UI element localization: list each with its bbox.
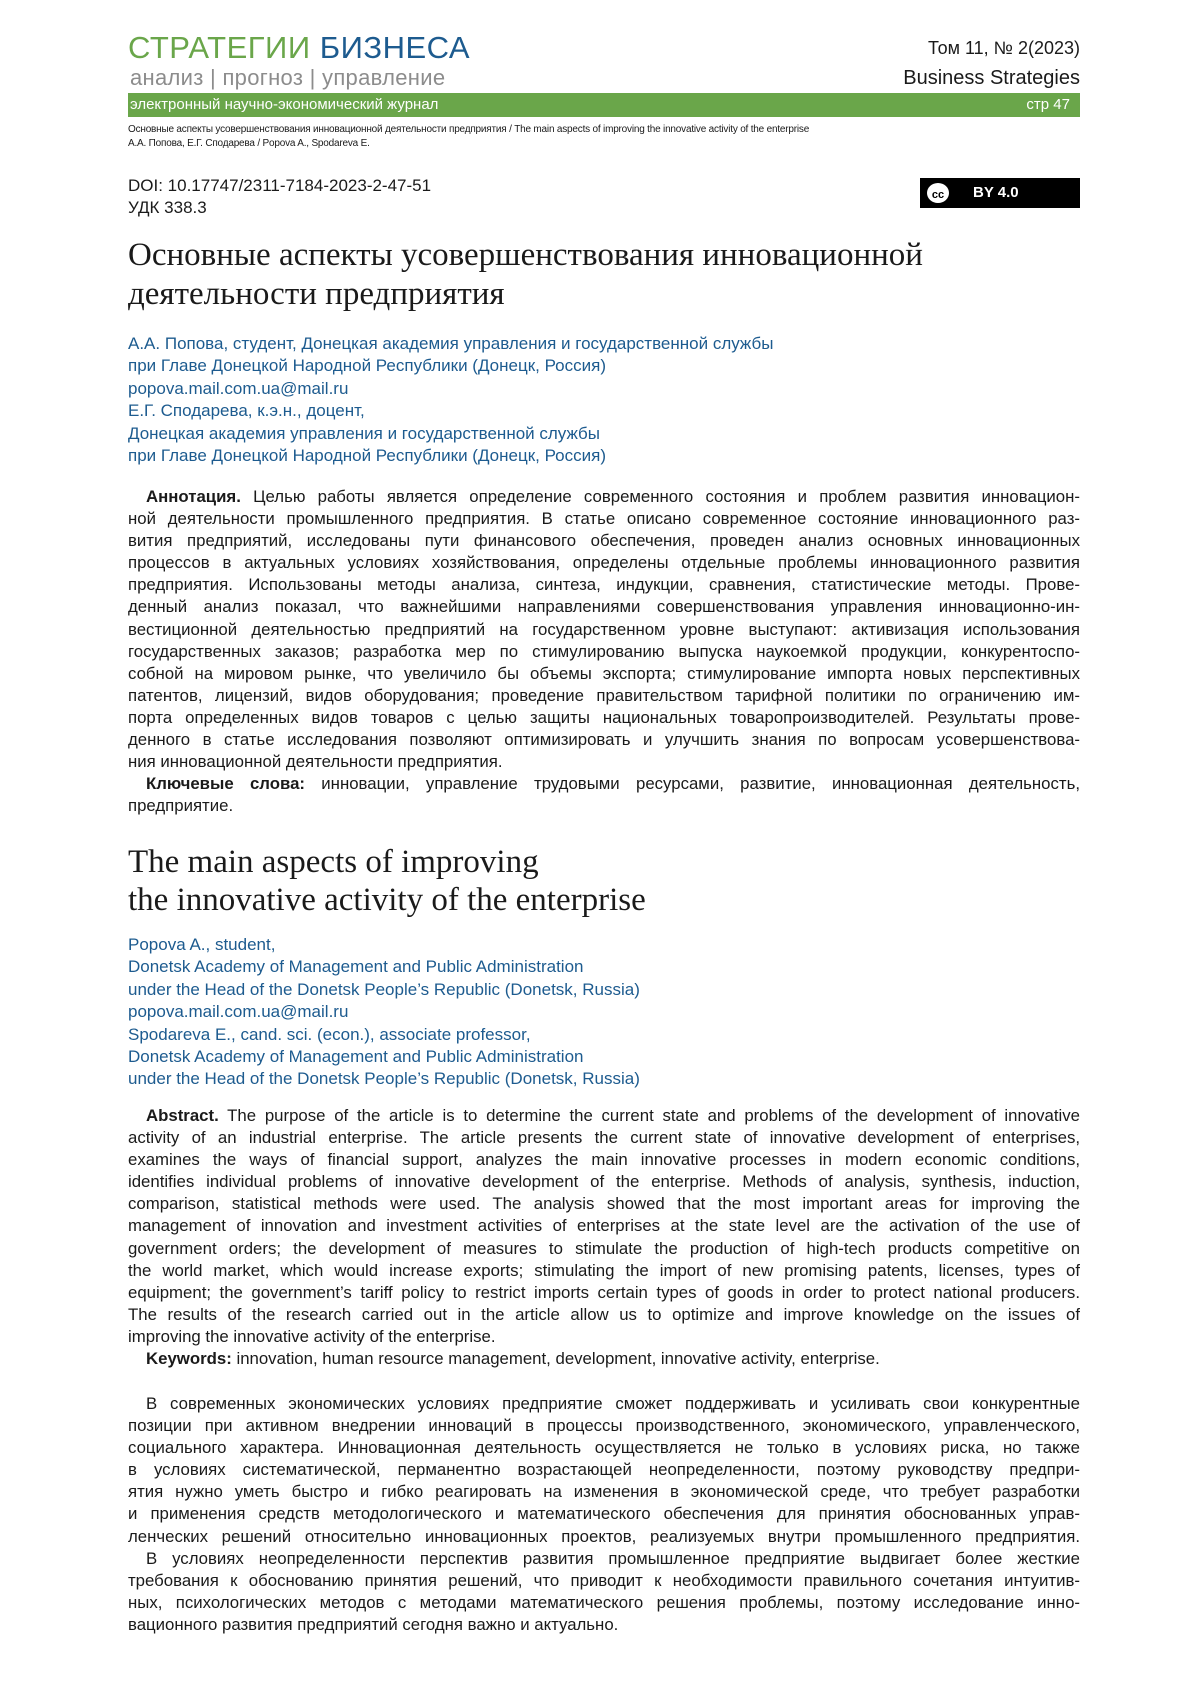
abstract-line: Аннотация. Целью работы является определение современного состояния и проблем развития инновацион- <box>146 487 1080 506</box>
body-text <box>128 1393 1080 1636</box>
abstract-en <box>128 1105 1080 1370</box>
body-line: и применения средств методологического и математического обеспечения для принятия обоснованных управ- <box>128 1504 1080 1524</box>
abstract-line: identifies individual problems of innovative development of the enterprise. Methods of analysis, synthesis, induction, <box>128 1172 1080 1192</box>
license-label: BY 4.0 <box>973 184 1019 201</box>
author-line: Е.Г. Сподарева, к.э.н., доцент, <box>128 401 365 421</box>
title-en-line: the innovative activity of the enterprise <box>128 882 646 918</box>
body-line: В условиях неопределенности перспектив развития промышленное предприятие выдвигает более жесткие <box>146 1548 1080 1568</box>
abstract-line: вития предприятий, исследованы пути финансового обеспечения, проведен анализ основных инновационных <box>128 531 1080 551</box>
abstract-label: Abstract. <box>146 1106 219 1125</box>
body-line: позиции при активном внедрении инноваций в процессы производственного, экономического, управленческого, <box>128 1416 1080 1436</box>
abstract-line: процессов в актуальных условиях хозяйствования, определены отдельные проблемы инновационного развития <box>128 553 1080 573</box>
keywords-line: предприятие. <box>128 796 234 816</box>
body-line: в условиях систематической, перманентно возрастающей неопределенности, поэтому руководству предпри- <box>128 1460 1080 1480</box>
authors-ru <box>128 333 773 467</box>
abstract-line: порта определенных видов товаров с целью защиты национальных товаропроизводителей. Результаты прове- <box>128 707 1080 727</box>
journal-banner <box>128 93 1080 117</box>
logo-word-business: БИЗНЕСА <box>319 30 471 65</box>
author-line: А.А. Попова, студент, Донецкая академия управления и государственной службы <box>128 334 774 353</box>
author-line: при Главе Донецкой Народной Республики (Донецк, Россия) <box>128 356 606 376</box>
journal-name-en: Business Strategies <box>903 67 1080 89</box>
author-line: Popova A., student, <box>128 935 276 954</box>
author-line: under the Head of the Donetsk People’s Republic (Donetsk, Russia) <box>128 979 640 999</box>
cc-icon: cc <box>925 181 951 205</box>
doi[interactable]: DOI: 10.17747/2311-7184-2023-2-47-51 <box>128 176 432 195</box>
abstract-line: предприятия. Использованы методы анализа, синтеза, индукции, сравнения, статистические методы. Прове- <box>128 575 1080 595</box>
abstract-line: equipment; the government’s tariff policy to restrict imports certain types of goods in order to protect national producers. <box>128 1282 1080 1302</box>
body-line: требования к обоснованию принятия решений, что приводит к необходимости правильного сочетания интуитив- <box>128 1570 1080 1590</box>
title-ru-line: Основные аспекты усовершенствования инновационной <box>128 237 923 273</box>
author-line: Spodareva E., cand. sci. (econ.), associate professor, <box>128 1024 531 1044</box>
abstract-line: comparison, statistical methods were used. The analysis showed that the most important areas for improving the <box>128 1194 1080 1214</box>
udk-code: УДК 338.3 <box>128 198 207 217</box>
abstract-line: ния инновационной деятельности предприятия. <box>128 752 503 772</box>
author-email[interactable]: popova.mail.com.ua@mail.ru <box>128 378 349 398</box>
abstract-line: вестиционной деятельностью предприятий на государственном уровне выступают: активизация использования <box>128 619 1080 639</box>
abstract-line: государственных заказов; разработка мер по стимулированию выпуска наукоемкой продукции, конкурентоспо- <box>128 641 1080 661</box>
abstract-line: ной деятельности промышленного предприятия. В статье описано современное состояние инновационного раз- <box>128 509 1080 529</box>
body-line: ятия нужно уметь быстро и гибко реагировать на изменения в экономической среде, что требует разработки <box>128 1482 1080 1502</box>
author-email[interactable]: popova.mail.com.ua@mail.ru <box>128 1002 349 1022</box>
abstract-line: денного в статье исследования позволяют оптимизировать и улучшить знания по вопросам усовершенствова- <box>128 730 1080 750</box>
author-line: Донецкая академия управления и государственной службы <box>128 423 601 443</box>
author-line: Donetsk Academy of Management and Public Administration <box>128 957 584 977</box>
title-ru-line: деятельности предприятия <box>128 276 505 312</box>
keywords-line: Ключевые слова: инновации, управление трудовыми ресурсами, развитие, инновационная деятельность, <box>146 774 1080 794</box>
license-badge[interactable] <box>920 178 1080 208</box>
author-line: Donetsk Academy of Management and Public Administration <box>128 1046 584 1066</box>
logo-subtitle: анализ | прогноз | управление <box>130 65 446 90</box>
keywords-label: Ключевые слова: <box>146 774 305 794</box>
body-line: социального характера. Инновационная деятельность осуществляется не только в условиях риска, но также <box>128 1438 1080 1458</box>
abstract-line: improving the innovative activity of the enterprise. <box>128 1326 496 1346</box>
logo-word-strategies: СТРАТЕГИИ <box>128 30 311 65</box>
title-en-line: The main aspects of improving <box>128 844 539 880</box>
issue-number: Том 11, № 2(2023) <box>927 38 1080 58</box>
journal-logo <box>128 30 470 66</box>
abstract-line: government orders; the development of measures to stimulate the production of high-tech products competitive on <box>128 1238 1080 1258</box>
body-line: В современных экономических условиях предприятие сможет поддерживать и усиливать свои конкурентные <box>146 1394 1080 1413</box>
abstract-line: activity of an industrial enterprise. The article presents the current state of innovative development of enterprises, <box>128 1128 1080 1148</box>
author-line: при Главе Донецкой Народной Республики (Донецк, Россия) <box>128 445 606 465</box>
abstract-line: the world market, which would increase exports; stimulating the import of new promising patents, licenses, types of <box>128 1260 1080 1280</box>
running-header-authors: А.А. Попова, Е.Г. Сподарева / Popova A., Spodareva E. <box>128 138 370 149</box>
running-header-title: Основные аспекты усовершенствования инновационной деятельности предприятия / The main aspects of improving the innovative activity of the enterprise <box>128 124 810 135</box>
body-line: ленческих решений относительно инновационных проектов, реализуемых внутри промышленного предприятия. <box>128 1526 1080 1546</box>
keywords-label: Keywords: <box>146 1349 232 1369</box>
keywords-line: Keywords: innovation, human resource management, development, innovative activity, enterprise. <box>146 1349 880 1369</box>
abstract-line: The results of the research carried out in the article allow us to optimize and improve knowledge on the issues of <box>128 1304 1080 1324</box>
abstract-line: examines the ways of financial support, analyzes the main innovative processes in modern economic conditions, <box>128 1150 1080 1170</box>
abstract-ru <box>128 486 1080 817</box>
body-line: вационного развития предприятий сегодня важно и актуально. <box>128 1614 619 1634</box>
authors-en <box>128 934 640 1091</box>
abstract-line: денный анализ показал, что важнейшими направлениями совершенствования управления инновационно-ин- <box>128 597 1080 617</box>
page-number: стр 47 <box>1026 96 1070 113</box>
abstract-line: Abstract. The purpose of the article is to determine the current state and problems of the development of innovative <box>146 1106 1080 1125</box>
abstract-line: патентов, лицензий, видов оборудования; проведение правительством тарифной политики по ограничению им- <box>128 685 1080 705</box>
author-line: under the Head of the Donetsk People’s Republic (Donetsk, Russia) <box>128 1069 640 1089</box>
running-header <box>128 123 809 151</box>
abstract-label: Аннотация. <box>146 487 241 506</box>
abstract-line: management of innovation and investment activities of enterprises at the state level are the activation of the use of <box>128 1216 1080 1236</box>
journal-type: электронный научно-экономический журнал <box>130 96 439 113</box>
abstract-line: собной на мировом рынке, что увеличило бы объемы экспорта; стимулирование импорта новых перспективных <box>128 663 1080 683</box>
body-line: ных, психологических методов с методами математического решения проблемы, поэтому исследование инно- <box>128 1592 1080 1612</box>
